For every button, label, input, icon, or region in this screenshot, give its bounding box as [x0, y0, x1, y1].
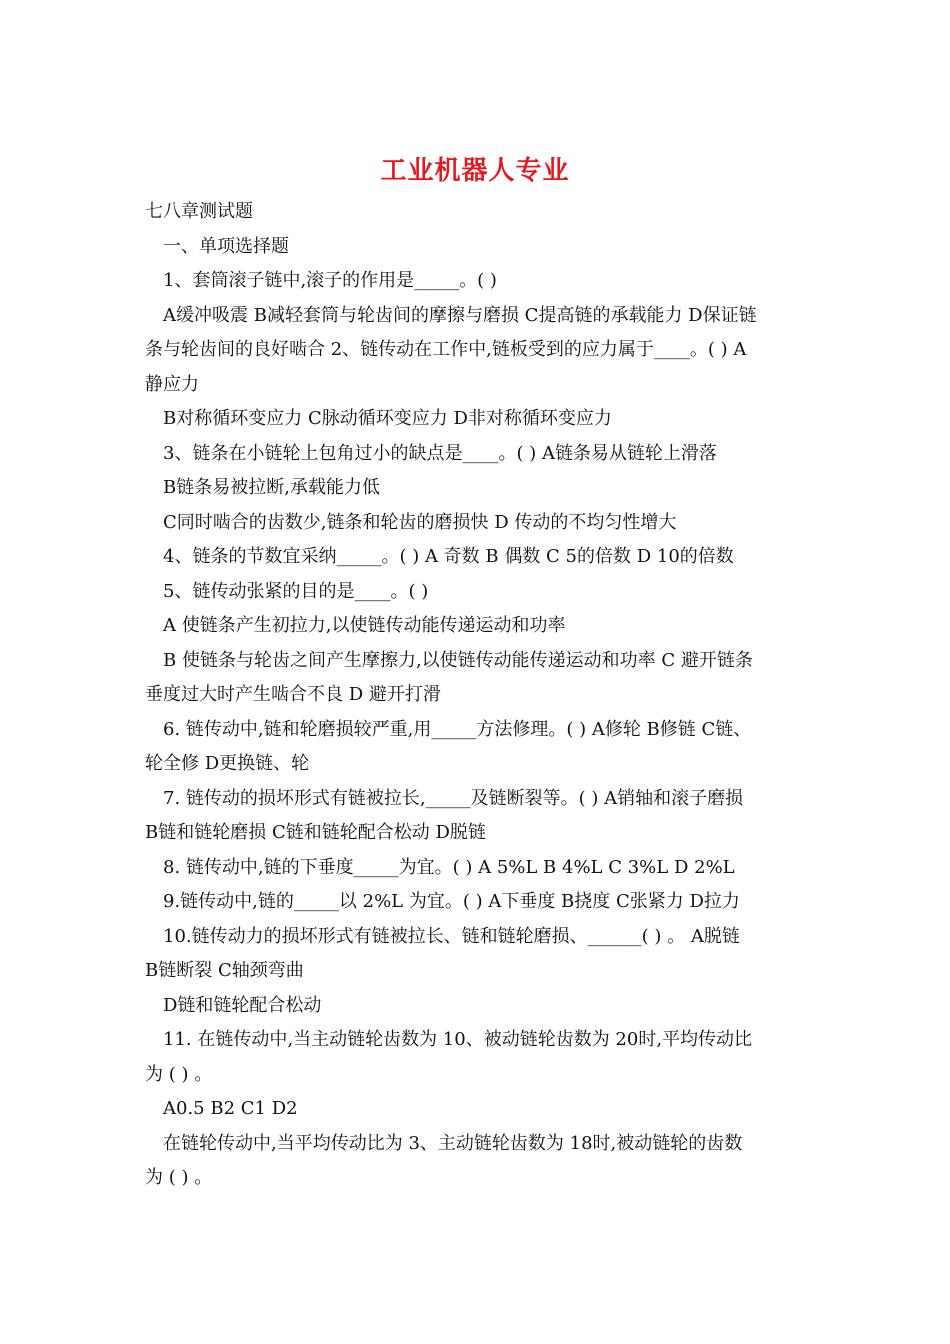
- text-line: B链断裂 C轴颈弯曲: [145, 960, 304, 981]
- text-line: A0.5 B2 C1 D2: [163, 1098, 298, 1119]
- text-line: 7. 链传动的损坏形式有链被拉长,_____及链断裂等。( ) A销轴和滚子磨损: [163, 787, 744, 809]
- text-line: 6. 链传动中,链和轮磨损较严重,用_____方法修理。( ) A修轮 B修链 C链、: [163, 718, 752, 740]
- text-line: 3、链条在小链轮上包角过小的缺点是____。( ) A链条易从链轮上滑落: [163, 442, 717, 464]
- text-line: B链和链轮磨损 C链和链轮配合松动 D脱链: [145, 822, 486, 843]
- text-line: D链和链轮配合松动: [163, 994, 322, 1016]
- text-line: 为 ( ) 。: [145, 1063, 213, 1085]
- text-line: 1、套筒滚子链中,滚子的作用是_____。( ): [163, 270, 497, 291]
- text-line: A 使链条产生初拉力,以使链传动能传递运动和功率: [163, 615, 566, 636]
- chapter-heading: 七八章测试题: [145, 201, 253, 222]
- text-line: 静应力: [145, 373, 199, 395]
- text-line: B 使链条与轮齿之间产生摩擦力,以使链传动能传递运动和功率 C 避开链条: [163, 649, 753, 671]
- text-line: 9.链传动中,链的_____以 2%L 为宜。( ) A下垂度 B挠度 C张紧力 D拉力: [163, 891, 740, 912]
- text-line: 垂度过大时产生啮合不良 D 避开打滑: [145, 684, 441, 705]
- text-line: 11. 在链传动中,当主动链轮齿数为 10、被动链轮齿数为 20时,平均传动比: [163, 1029, 753, 1050]
- document-body: [145, 195, 810, 1196]
- document-title: 工业机器人专业: [380, 156, 570, 186]
- text-line: B对称循环变应力 C脉动循环变应力 D非对称循环变应力: [163, 408, 612, 429]
- text-line: 条与轮齿间的良好啮合 2、链传动在工作中,链板受到的应力属于____。( ) A: [145, 339, 747, 360]
- text-line: B链条易被拉断,承载能力低: [163, 477, 380, 498]
- text-line: 5、链传动张紧的目的是____。( ): [163, 580, 429, 602]
- text-line: 为 ( ) 。: [145, 1167, 213, 1188]
- text-line: C同时啮合的齿数少,链条和轮齿的磨损快 D 传动的不均匀性增大: [163, 511, 677, 533]
- text-line: 在链轮传动中,当平均传动比为 3、主动链轮齿数为 18时,被动链轮的齿数: [163, 1132, 743, 1154]
- text-line: A缓冲吸震 B减轻套筒与轮齿间的摩擦与磨损 C提高链的承载能力 D保证链: [163, 304, 757, 326]
- text-line: 轮全修 D更换链、轮: [145, 753, 310, 774]
- text-line: 10.链传动力的损坏形式有链被拉长、链和链轮磨损、______( ) 。 A脱链: [163, 925, 740, 947]
- text-line: 4、链条的节数宜采纳_____。( ) A 奇数 B 偶数 C 5的倍数 D 10的倍数: [163, 546, 734, 567]
- section-heading: 一、单项选择题: [163, 235, 289, 257]
- text-line: 8. 链传动中,链的下垂度_____为宜。( ) A 5%L B 4%L C 3%L D 2%L: [163, 856, 735, 878]
